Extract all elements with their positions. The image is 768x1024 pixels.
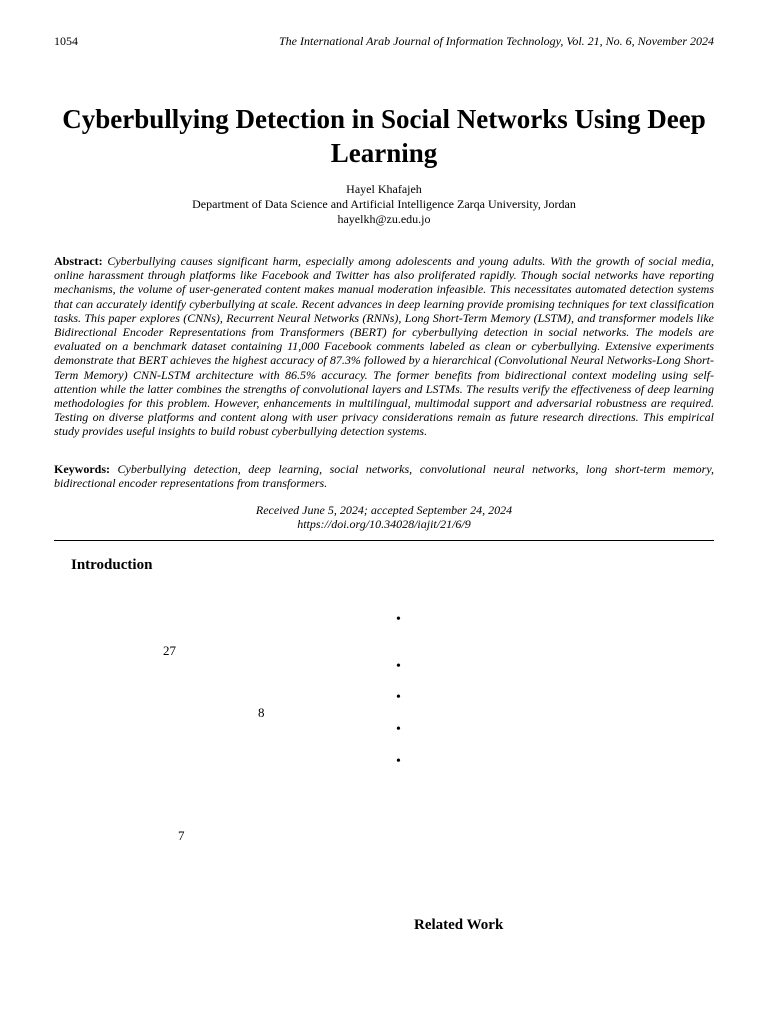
section-heading-related-work: Related Work xyxy=(414,917,504,933)
received-accepted: Received June 5, 2024; accepted September 24, 2024 xyxy=(255,503,513,517)
divider xyxy=(54,540,714,541)
doi-link[interactable]: https://doi.org/10.34028/iajit/21/6/9 xyxy=(297,517,471,531)
list-bullet: • xyxy=(396,659,401,674)
keywords-text: Cyberbullying detection, deep learning, social networks, convolutional neural networks, long short-term memory, bidirectional encoder representations from transformers. xyxy=(54,462,715,491)
author-email: hayelkh@zu.edu.jo xyxy=(337,212,431,226)
list-bullet: • xyxy=(396,612,401,627)
running-header: The International Arab Journal of Information Technology, Vol. 21, No. 6, November 2024 xyxy=(279,34,714,48)
abstract-text: Cyberbullying causes significant harm, especially among adolescents and young adults. With the growth of social media, online harassment through platforms like Facebook and Twitter has also proliferated rapidly. Though social networks have reporting mechanisms, the volume of user-generated content makes manual moderation infeasible. This necessitates automated detection systems that can accurately identify cyberbullying at scale. Recent advances in deep learning provide promising techniques for text classification tasks. This paper explores (CNNs), Recurrent Neural Networks (RNNs), Long Short-Term Memory (LSTM), and transformer models like Bidirectional Encoder Representations from Transformers (BERT) for cyberbullying detection in social networks. The models are evaluated on a benchmark dataset containing 11,000 Facebook comments labeled as clean or cyberbullying. Extensive experiments demonstrate that BERT achieves the highest accuracy of 87.3% followed by a hierarchical (Convolutional Neural Networks-Long Short-Term Memory) CNN-LSTM architecture with 86.5% accuracy. The former benefits from bidirectional context modeling using self-attention while the latter combines the strengths of convolutional layers and LSTMs. The results verify the effectiveness of deep learning methodologies for this problem. However, enhancements in multilingual, multimodal support and adversarial robustness are required. Testing on diverse platforms and content along with user privacy considerations remain as future research directions. This empirical study provides useful insights to build robust cyberbullying detection systems. xyxy=(54,254,714,439)
text-fragment-8: 8 xyxy=(258,705,265,720)
keywords xyxy=(54,462,714,490)
text-fragment-27: 27 xyxy=(163,643,176,658)
author-affiliation: Department of Data Science and Artificial Intelligence Zarqa University, Jordan xyxy=(192,197,576,211)
abstract xyxy=(54,254,714,439)
list-bullet: • xyxy=(396,690,401,705)
abstract-label: Abstract: xyxy=(54,254,103,268)
section-heading-introduction: Introduction xyxy=(71,557,153,573)
page-number: 1054 xyxy=(54,34,78,48)
keywords-label: Keywords: xyxy=(54,462,110,476)
author-name: Hayel Khafajeh xyxy=(346,182,422,196)
publication-dates xyxy=(54,503,714,531)
list-bullet: • xyxy=(396,754,401,769)
author-block xyxy=(54,182,714,227)
paper-title: Cyberbullying Detection in Social Networks Using Deep Learning xyxy=(62,104,706,168)
text-fragment-7: 7 xyxy=(178,828,185,843)
list-bullet: • xyxy=(396,722,401,737)
